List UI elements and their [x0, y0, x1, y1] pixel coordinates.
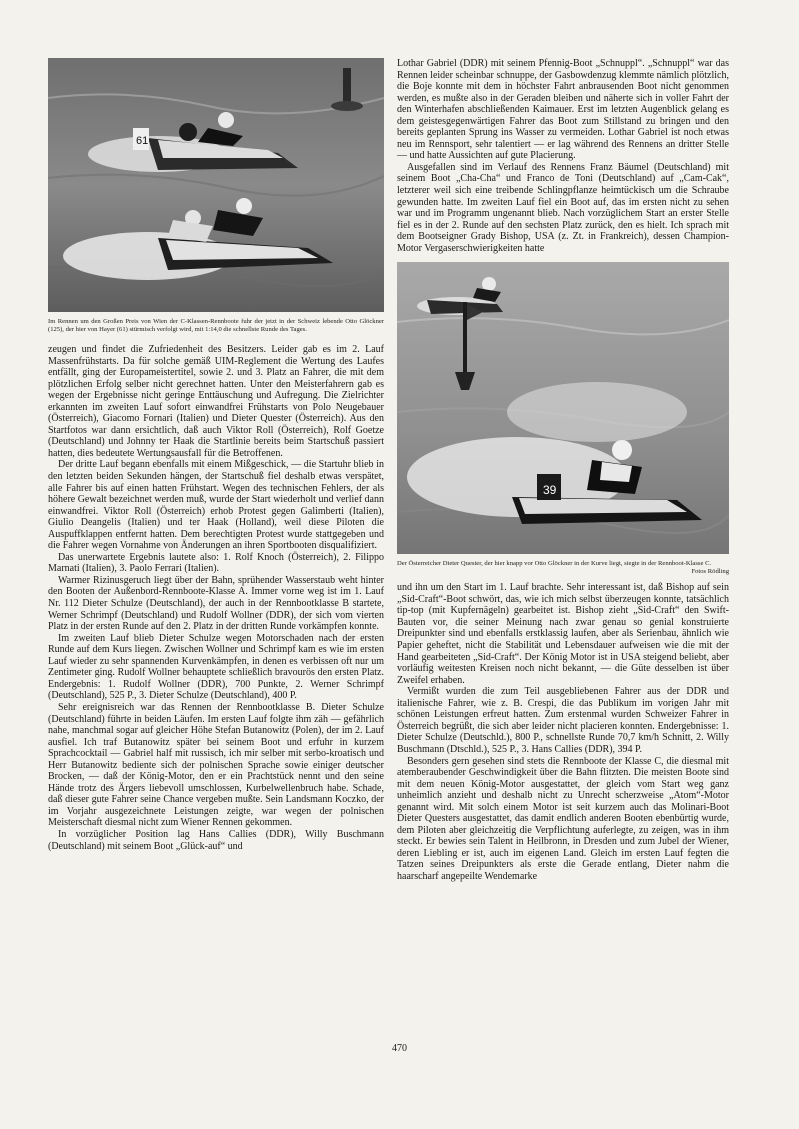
- right-column-text-top: [397, 58, 729, 254]
- left-paragraph-1: zeugen und findet die Zufriedenheit des Besitzers. Leider gab es im 2. Lauf Massenfrühstarts. Da für solche gemäß UIM-Reglement die Wertung des Laufes entfällt, ging der Europameistertitel, sowie 2. und 3. Platz an Fahrer, die mit dem plötzlichen Erfolg selber nicht gerechnet hatten. Unter den Meisterfahrern gab es wegen der Ergebnisse nicht geringe Enttäuschung und Aufregung. Die Zielrichter erkannten im zweiten Lauf sofort einwandfrei Frühstarts von Polo Neugebauer (Österreich), Giacomo Fornari (Italien) und Dieter Quester (Österreich). Aus den Startfotos war dann ersichtlich, daß auch Viktor Roll (Österreich), Rolf Goetze (Deutschland) und Johnny ter Haak die Startlinie bereits beim Startschuß passiert hatten, dies bedeutete Wertungsausfall für die Betroffenen.: [48, 344, 384, 459]
- photo-1-illustration: [48, 58, 384, 312]
- left-paragraph-4: Warmer Rizinusgeruch liegt über der Bahn, sprühender Wasserstaub weht hinter den Booten der Außenbord-Rennboote-Klasse A. Immer vorne weg ist im 1. Lauf Nr. 112 Dieter Schulze (Deutschland), der auch in der Rennbootklasse B startete, Werner Schrimpf (Deutschland) und Rudolf Wollner (DDR), der sich vom vierten Platz in der ersten Runde auf den 2. Platz in der dritten Runde vorkämpfen konnte.: [48, 574, 384, 633]
- photo-2-caption-text: Der Österreicher Dieter Quester, der hier knapp vor Otto Glöckner in der Kurve liegt, siegte in der Rennboot-Klasse C.: [397, 560, 712, 568]
- photo-motorboat-race-2: [397, 262, 729, 554]
- boat-number-39: 39: [543, 483, 557, 498]
- photo-2-caption: [397, 560, 729, 576]
- left-paragraph-6: Sehr ereignisreich war das Rennen der Rennbootklasse B. Dieter Schulze (Deutschland) führte in beiden Läufen. Im ersten Lauf folgte ihm zäh — gefährlich nahe, manchmal sogar auf gleicher Höhe Stefan Butanowitz (Polen), der im 2. Lauf ausfiel. Ich traf Butanowitz später bei seinem Boot und erfuhr in kurzem Sprachcocktail — Gabriel half mit russisch, ich mir selber mit serbo-kroatisch und Herr Butanowitz bediente sich der polnischen Sprache sowie einiger deutscher Brocken, — daß der König-Motor, den er ein Prachtstück nennt und den seine Hände trotz des Ärgers liebevoll umschlossen, Kurbelwellenbruch habe. Schade, daß dieser gute Fahrer seine Chance vergeben mußte. Sein Landsmann Koczko, der im Vorjahr ausgezeichnete Leistungen zeigte, war wegen der polnischen Meisterschaft diesmal nicht zum Wiener Rennen gekommen.: [48, 701, 384, 829]
- right-column-text-bottom: [397, 582, 729, 882]
- photo-motorboat-race-1: [48, 58, 384, 312]
- left-paragraph-5: Im zweiten Lauf blieb Dieter Schulze wegen Motorschaden nach der ersten Runde auf dem Kurs liegen. Zwischen Wollner und Schrimpf kam es wie im ersten Lauf wieder zu sehr spannenden Kurvenkämpfen, in denen es verbissen oft nur um Zentimeter ging. Rudolf Wollner behauptete schließlich bravourös den ersten Platz. Endergebnis: 1. Rudolf Wollner (DDR), 700 Punkte, 2. Werner Schrimpf (Deutschland), 525 P., 3. Dieter Schulze (Deutschland), 400 P.: [48, 632, 384, 702]
- right-paragraph-4: Vermißt wurden die zum Teil ausgebliebenen Fahrer aus der DDR und italienische Fahrer, wie z. B. Crespi, die das Publikum im vorigen Jahr mit schönen Leistungen erfreut hatten. Zum erstenmal wurden Schweizer Fahrer in Österreich begrüßt, die sich aber leider nicht placieren konnten. Endergebnisse: 1. Dieter Schulze (Deutschld.), 800 P., schnellste Runde 70,7 km/h Schnitt, 2. Willy Buschmann (Dtschld.), 525 P., 3. Hans Callies (DDR), 394 P.: [397, 686, 729, 755]
- left-paragraph-7: In vorzüglicher Position lag Hans Callies (DDR), Willy Buschmann (Deutschland) mit seinem Boot „Glück-auf“ und: [48, 828, 384, 852]
- left-column-text: [48, 344, 384, 852]
- photo-1-caption: Im Rennen um den Großen Preis von Wien der C-Klassen-Rennboote fuhr der jetzt in der Schweiz lebende Otto Glöckner (125), der hier von Hayer (61) stürmisch verfolgt wird, mit 1:14,0 die schnellste Runde des Tages.: [48, 318, 384, 333]
- right-paragraph-5: Besonders gern gesehen sind stets die Rennboote der Klasse C, die diesmal mit atemberaubender Geschwindigkeit über die Bahn flitzten. Die meisten Boote sind mit dem neuen König-Motor ausgestattet, der gleich vom Start weg ganz unheimlich anzieht und deshalb nicht zu Unrecht scherzweise „Atom“-Motor genannt wird. Mit solch einem Motor ist seit kurzem auch das Molinari-Boot Dieter Questers ausgestattet, das damit endlich anderen Booten ebenbürtig wurde, dem Piloten aber gleichzeitig die Verpflichtung auferlegte, zu zeigen, was in ihm steckt. Er bewies sein Talent in Heilbronn, in Dresden und zum Jubel der Wiener, deren Liebling er ist, auch im eigenen Land. Gleich im ersten Lauf fegten die Tatzen seines Dreipunkters als erste die Gerade entlang, Dieter nahm die haarscharf angepeilte Wendemarke: [397, 755, 729, 882]
- page-number: 470: [392, 1043, 407, 1054]
- photo-2-illustration: [397, 262, 729, 554]
- right-paragraph-3: und ihn um den Start im 1. Lauf brachte. Sehr interessant ist, daß Bishop auf sein „Sid-Craft“-Boot schwört, das, wie ich mich selbst überzeugen konnte, tatsächlich tip-top (mit Kupfernägeln) gearbeitet ist. Bishop zieht „Sid-Craft“ den Swift-Bauten vor, die seiner Meinung nach zwar genau so genial konstruierte Dreipunkter sind und ebenfalls erstklassig laufen, aber als Serienbau, ähnlich wie Papier geheftet, nicht die Stabilität und Lebensdauer aufweisen wie die mit der Hand gearbeiteten „Sid-Craft“. Der König Motor ist in USA steigend beliebt, aber vorläufig weitesten Kreisen noch nicht bekannt, — die Güte desselben ist über Zweifel erhaben.: [397, 582, 729, 686]
- right-paragraph-1: Lothar Gabriel (DDR) mit seinem Pfennig-Boot „Schnuppl“. „Schnuppl“ war das Rennen leider scheinbar schnuppe, der Gasbowdenzug klemmte nämlich plötzlich, die Boje konnte mit dem in höchster Fahrt anbrausenden Boot nicht genommen werden, es mußte also in der Geraden bleiben und näherte sich in voller Fahrt der den Winterhafen abschließenden Kaimauer. Erst im letzten Augenblick gelang es dem geistesgegenwärtigen Fahrer das Boot zum Stillstand zu bringen und den bereits geplanten Sprung ins Wasser zu vermeiden. Lothar Gabriel ist noch etwas neu im Rennsport, sehr talentiert — er lag während des Rennens an dritter Stelle — und hatte Aussichten auf gute Placierung.: [397, 58, 729, 162]
- left-paragraph-3: Das unerwartete Ergebnis lautete also: 1. Rolf Knoch (Österreich), 2. Filippo Marnati (Italien), 3. Paolo Ferrari (Italien).: [48, 551, 384, 575]
- right-column: [397, 58, 729, 883]
- left-column: [48, 58, 384, 852]
- left-paragraph-2: Der dritte Lauf begann ebenfalls mit einem Mißgeschick, — die Startuhr blieb in den letzten beiden Sekunden hängen, der Startschuß fiel deshalb etwas verspätet, alle Fahrer bis auf einen hatten Frühstart. Wegen des technischen Fehlers, der als höhere Gewalt bezeichnet werden muß, wurde der Start wiederholt und verlief dann einwandfrei. Viktor Roll (Österreich) erhob Protest gegen Galimberti (Italien), Giulio Deangelis (Italien) und ter Haak (Holland), weil diese Piloten die Auspuffklappen entfernt hatten. Dem berechtigten Protest wurde stattgegeben und die Fahrer wegen Vornahme von Änderungen an ihren Sportbooten disqualifiziert.: [48, 459, 384, 552]
- right-paragraph-2: Ausgefallen sind im Verlauf des Rennens Franz Bäumel (Deutschland) mit seinem Boot „Cha-Cha“ und Franco de Toni (Deutschland) auf „Cam-Cak“, letzterer weil sich eine treibende Schlingpflanze heimtückisch um die Schraube gewunden hatte. Im zweiten Lauf fiel ein Boot auf, das im ersten nicht zu sehen war und im Programm ungenannt blieb. Nach vorzüglichem Start an erster Stelle fiel es in der 2. Runde auf den sechsten Platz zurück, den es hielt. Ich sprach mit dem Bootseigner Grady Bishop, USA (z. Zt. in Frankreich), dessen Champion-Motor Vergaserschwierigkeiten hatte: [397, 161, 729, 254]
- boat-number-61: 61: [136, 135, 149, 147]
- photo-credit: Fotos Rödling: [691, 568, 729, 576]
